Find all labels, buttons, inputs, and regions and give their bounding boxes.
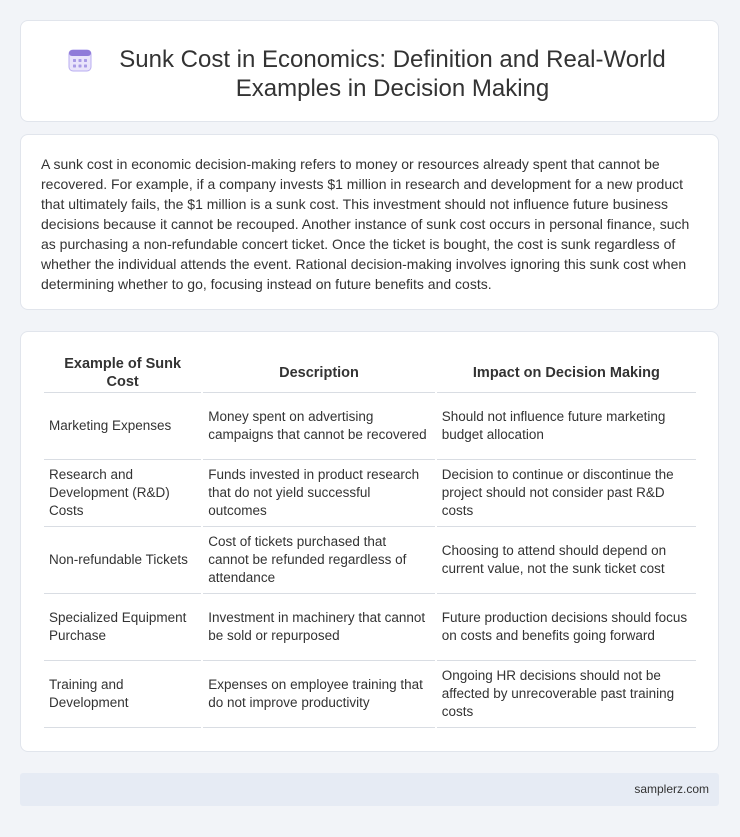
cell-impact: Choosing to attend should depend on current value, not the sunk ticket cost bbox=[437, 527, 696, 594]
cell-example: Training and Development bbox=[44, 661, 201, 728]
cell-example: Marketing Expenses bbox=[44, 393, 201, 460]
cell-description: Funds invested in product research that do not yield successful outcomes bbox=[203, 460, 434, 527]
column-header-description: Description bbox=[203, 353, 434, 393]
cell-description: Expenses on employee training that do not improve productivity bbox=[203, 661, 434, 728]
table-row bbox=[44, 594, 696, 661]
page-title: Sunk Cost in Economics: Definition and Real-World Examples in Decision Making bbox=[119, 46, 666, 102]
sunk-cost-table bbox=[42, 353, 698, 728]
footer-bar bbox=[20, 773, 719, 806]
cell-impact: Should not influence future marketing budget allocation bbox=[437, 393, 696, 460]
cell-example: Specialized Equipment Purchase bbox=[44, 594, 201, 661]
intro-card bbox=[20, 134, 719, 310]
table-header-row bbox=[44, 353, 696, 393]
cell-description: Investment in machinery that cannot be sold or repurposed bbox=[203, 594, 434, 661]
intro-paragraph: A sunk cost in economic decision-making refers to money or resources already spent that cannot be recovered. For example, if a company invests $1 million in research and development for a new product that ultimately fails, the $1 million is a sunk cost. This investment should not influence future business decisions because it cannot be recouped. Another instance of sunk cost occurs in personal finance, such as purchasing a non-refundable concert ticket. Once the ticket is bought, the cost is sunk regardless of whether the individual attends the event. Rational decision-making involves ignoring this sunk cost when determining whether to go, focusing instead on future benefits and costs. bbox=[41, 156, 690, 292]
cell-example: Research and Development (R&D) Costs bbox=[44, 460, 201, 527]
cell-example: Non-refundable Tickets bbox=[44, 527, 201, 594]
column-header-impact: Impact on Decision Making bbox=[437, 353, 696, 393]
table-row bbox=[44, 393, 696, 460]
title-row bbox=[21, 21, 718, 103]
cell-impact: Decision to continue or discontinue the project should not consider past R&D costs bbox=[437, 460, 696, 527]
table-row bbox=[44, 527, 696, 594]
column-header-example: Example of Sunk Cost bbox=[44, 353, 201, 393]
calendar-icon bbox=[67, 47, 93, 73]
cell-description: Money spent on advertising campaigns that cannot be recovered bbox=[203, 393, 434, 460]
cell-description: Cost of tickets purchased that cannot be refunded regardless of attendance bbox=[203, 527, 434, 594]
table-card bbox=[20, 331, 719, 752]
cell-impact: Future production decisions should focus on costs and benefits going forward bbox=[437, 594, 696, 661]
footer-site-link[interactable]: samplerz.com bbox=[634, 782, 709, 796]
table-row bbox=[44, 460, 696, 527]
table-row bbox=[44, 661, 696, 728]
cell-impact: Ongoing HR decisions should not be affected by unrecoverable past training costs bbox=[437, 661, 696, 728]
title-card bbox=[20, 20, 719, 122]
